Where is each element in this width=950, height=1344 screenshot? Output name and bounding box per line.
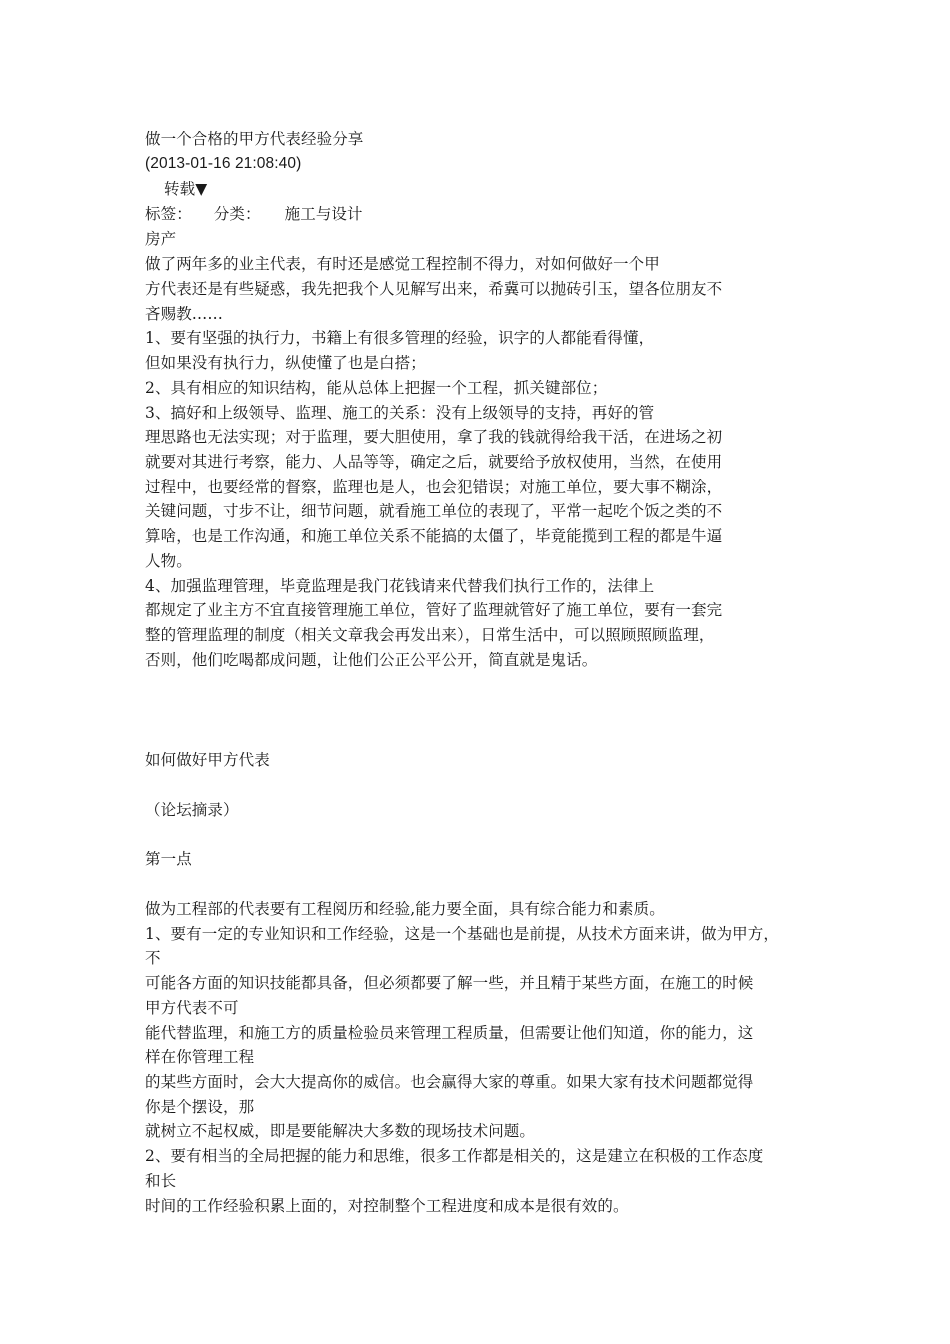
article-title: 做一个合格的甲方代表经验分享 [145, 130, 364, 148]
paragraph-line: 1、要有一定的专业知识和工作经验，这是一个基础也是前提，从技术方面来讲，做为甲方， [145, 925, 779, 943]
paragraph-line: 算啥，也是工作沟通，和施工单位关系不能搞的太僵了，毕竟能揽到工程的都是牛逼 [145, 527, 723, 545]
paragraph-line: 样在你管理工程 [145, 1048, 255, 1066]
paragraph-line: 可能各方面的知识技能都具备，但必须都要了解一些，并且精于某些方面，在施工的时候 [145, 974, 754, 992]
paragraph-line: 吝赐教…… [145, 305, 224, 323]
paragraph-line: 就要对其进行考察，能力、人品等等，确定之后，就要给予放权使用，当然，在使用 [145, 453, 723, 471]
paragraph-line: 不 [145, 949, 161, 967]
paragraph-line: 2、要有相当的全局把握的能力和思维，很多工作都是相关的，这是建立在积极的工作态度 [145, 1147, 764, 1165]
source-note: （论坛摘录） [145, 801, 239, 819]
paragraph-line: 理思路也无法实现；对于监理，要大胆使用，拿了我的钱就得给我干活，在进场之初 [145, 428, 723, 446]
paragraph-line: 的某些方面时，会大大提高你的威信。也会赢得大家的尊重。如果大家有技术问题都觉得 [145, 1073, 754, 1091]
paragraph-line: 1、要有坚强的执行力，书籍上有很多管理的经验，识字的人都能看得懂， [145, 329, 655, 347]
paragraph-line: 都规定了业主方不宜直接管理施工单位，管好了监理就管好了施工单位，要有一套完 [145, 601, 723, 619]
paragraph-line: 人物。 [145, 552, 192, 570]
section-heading: 第一点 [145, 850, 192, 868]
tags-label: 标签： [145, 205, 192, 223]
paragraph-line: 2、具有相应的知识结构，能从总体上把握一个工程，抓关键部位； [145, 379, 608, 397]
paragraph-line: 过程中，也要经常的督察，监理也是人，也会犯错误；对施工单位，要大事不糊涂， [145, 478, 723, 496]
paragraph-line: 做为工程部的代表要有工程阅历和经验,能力要全面，具有综合能力和素质。 [145, 900, 665, 918]
paragraph-line: 和长 [145, 1172, 177, 1190]
article-timestamp: (2013-01-16 21:08:40) [145, 155, 302, 172]
paragraph-line: 你是个摆设，那 [145, 1098, 255, 1116]
meta-row [145, 202, 363, 226]
paragraph-line: 但如果没有执行力，纵使懂了也是白搭； [145, 354, 426, 372]
tag-link[interactable]: 房产 [145, 230, 177, 248]
paragraph-line: 3、搞好和上级领导、监理、施工的关系：没有上级领导的支持，再好的管 [145, 404, 655, 422]
paragraph-line: 整的管理监理的制度（相关文章我会再发出来），日常生活中，可以照顾照顾监理， [145, 626, 715, 644]
paragraph-line: 能代替监理，和施工方的质量检验员来管理工程质量，但需要让他们知道，你的能力，这 [145, 1024, 754, 1042]
section-title: 如何做好甲方代表 [145, 751, 270, 769]
paragraph-line: 否则，他们吃喝都成问题，让他们公正公平公开，简直就是鬼话。 [145, 651, 598, 669]
paragraph-line: 甲方代表不可 [145, 999, 239, 1017]
repost-link[interactable]: 转载▼ [164, 180, 208, 198]
paragraph-line: 关键问题，寸步不让，细节问题，就看施工单位的表现了，平常一起吃个饭之类的不 [145, 502, 723, 520]
category-label: 分类： [213, 205, 261, 223]
paragraph-line: 4、加强监理管理，毕竟监理是我门花钱请来代替我们执行工作的，法律上 [145, 577, 655, 595]
paragraph-line: 方代表还是有些疑惑，我先把我个人见解写出来，希冀可以抛砖引玉，望各位朋友不 [145, 280, 723, 298]
paragraph-line: 做了两年多的业主代表，有时还是感觉工程控制不得力，对如何做好一个甲 [145, 255, 660, 273]
paragraph-line: 时间的工作经验积累上面的，对控制整个工程进度和成本是很有效的。 [145, 1197, 629, 1215]
paragraph-line: 就树立不起权威，即是要能解决大多数的现场技术问题。 [145, 1122, 536, 1140]
category-link[interactable]: 施工与设计 [284, 205, 363, 223]
